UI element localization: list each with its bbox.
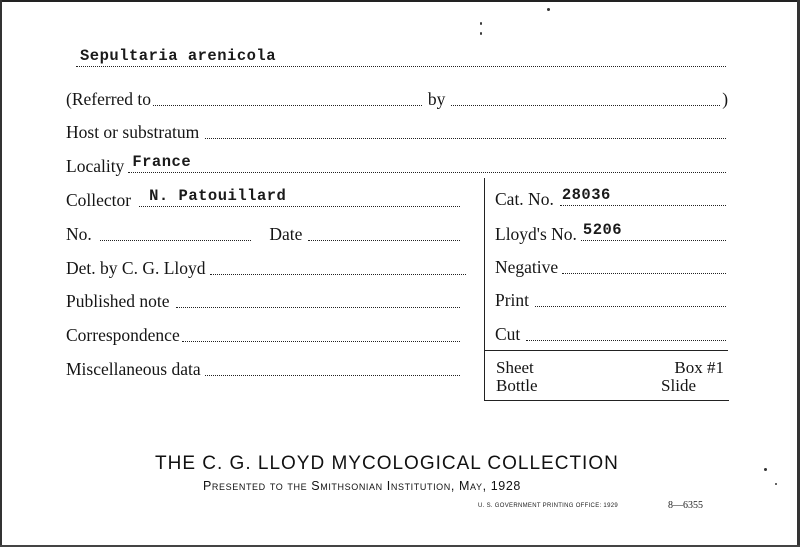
locality-value: France: [132, 153, 192, 171]
cat-no-field: [560, 186, 726, 209]
cut-field: [526, 324, 726, 344]
cut-label: Cut: [495, 324, 521, 344]
collector-label: Collector: [66, 190, 132, 210]
card-border-left: [0, 0, 2, 547]
print-label: Print: [495, 290, 530, 310]
date-label: Date: [269, 224, 303, 244]
published-label: Published note: [66, 291, 170, 311]
locality-field: [128, 153, 726, 176]
storage-row-2: [496, 377, 728, 395]
determined-field: [210, 258, 466, 278]
sheet-label: Sheet: [496, 358, 534, 377]
specimen-name-field: [76, 47, 726, 70]
misc-field: [205, 359, 460, 379]
correspondence-label: Correspondence: [66, 325, 180, 345]
bottle-label: Bottle: [496, 376, 538, 395]
scan-speck: [480, 32, 482, 35]
referred-label: (Referred to: [66, 89, 152, 109]
cut-line: [495, 324, 728, 344]
scan-speck: [775, 483, 777, 485]
cat-no-line: [495, 186, 728, 209]
specimen-name-line: [76, 47, 728, 70]
collector-field: [139, 187, 460, 210]
referred-by-field: [451, 89, 720, 109]
scan-speck: [480, 22, 482, 25]
correspondence-field: [182, 325, 460, 345]
collector-line: [66, 187, 462, 210]
published-line: [66, 291, 462, 311]
host-line: [66, 122, 728, 142]
referred-close-paren: ): [722, 89, 729, 109]
card-border-top: [0, 0, 800, 2]
misc-line: [66, 359, 462, 379]
correspondence-line: [66, 325, 462, 345]
determined-label: Det. by C. G. Lloyd: [66, 258, 206, 278]
lloyds-no-field: [581, 221, 726, 244]
print-field: [535, 290, 726, 310]
collector-value: N. Patouillard: [149, 187, 287, 205]
box-label: Box #1: [674, 358, 724, 377]
form-number: 8—6355: [668, 500, 703, 511]
host-label: Host or substratum: [66, 122, 200, 142]
referred-to-field: [153, 89, 422, 109]
catalog-box-divider: [484, 350, 728, 351]
published-field: [176, 291, 460, 311]
collection-title: THE C. G. LLOYD MYCOLOGICAL COLLECTION: [155, 453, 619, 474]
collection-subtitle: Presented to the Smithsonian Institution, May, 1928: [203, 479, 521, 493]
date-field: [308, 224, 460, 244]
number-label: No.: [66, 224, 92, 244]
determined-line: [66, 258, 468, 278]
by-label: by: [427, 89, 446, 109]
scan-speck: [547, 8, 550, 11]
print-line: [495, 290, 728, 310]
cat-no-value: 28036: [561, 186, 611, 204]
specimen-name: Sepultaria arenicola: [80, 47, 277, 65]
cat-no-label: Cat. No.: [495, 189, 554, 209]
referred-line: [66, 89, 728, 109]
lloyds-no-value: 5206: [582, 221, 623, 239]
locality-label: Locality: [66, 156, 125, 176]
lloyds-no-label: Lloyd's No.: [495, 224, 577, 244]
negative-line: [495, 257, 728, 277]
slide-label: Slide: [661, 376, 696, 395]
number-date-line: [66, 224, 462, 244]
number-field: [100, 224, 252, 244]
storage-row-1: [496, 359, 728, 377]
misc-label: Miscellaneous data: [66, 359, 201, 379]
storage-grid: [496, 359, 728, 395]
lloyds-no-line: [495, 221, 728, 244]
printer-imprint: U. S. GOVERNMENT PRINTING OFFICE: 1929: [478, 503, 618, 509]
negative-label: Negative: [495, 257, 559, 277]
negative-field: [562, 257, 726, 277]
scan-speck: [764, 468, 767, 471]
locality-line: [66, 153, 728, 176]
host-field: [205, 122, 726, 142]
